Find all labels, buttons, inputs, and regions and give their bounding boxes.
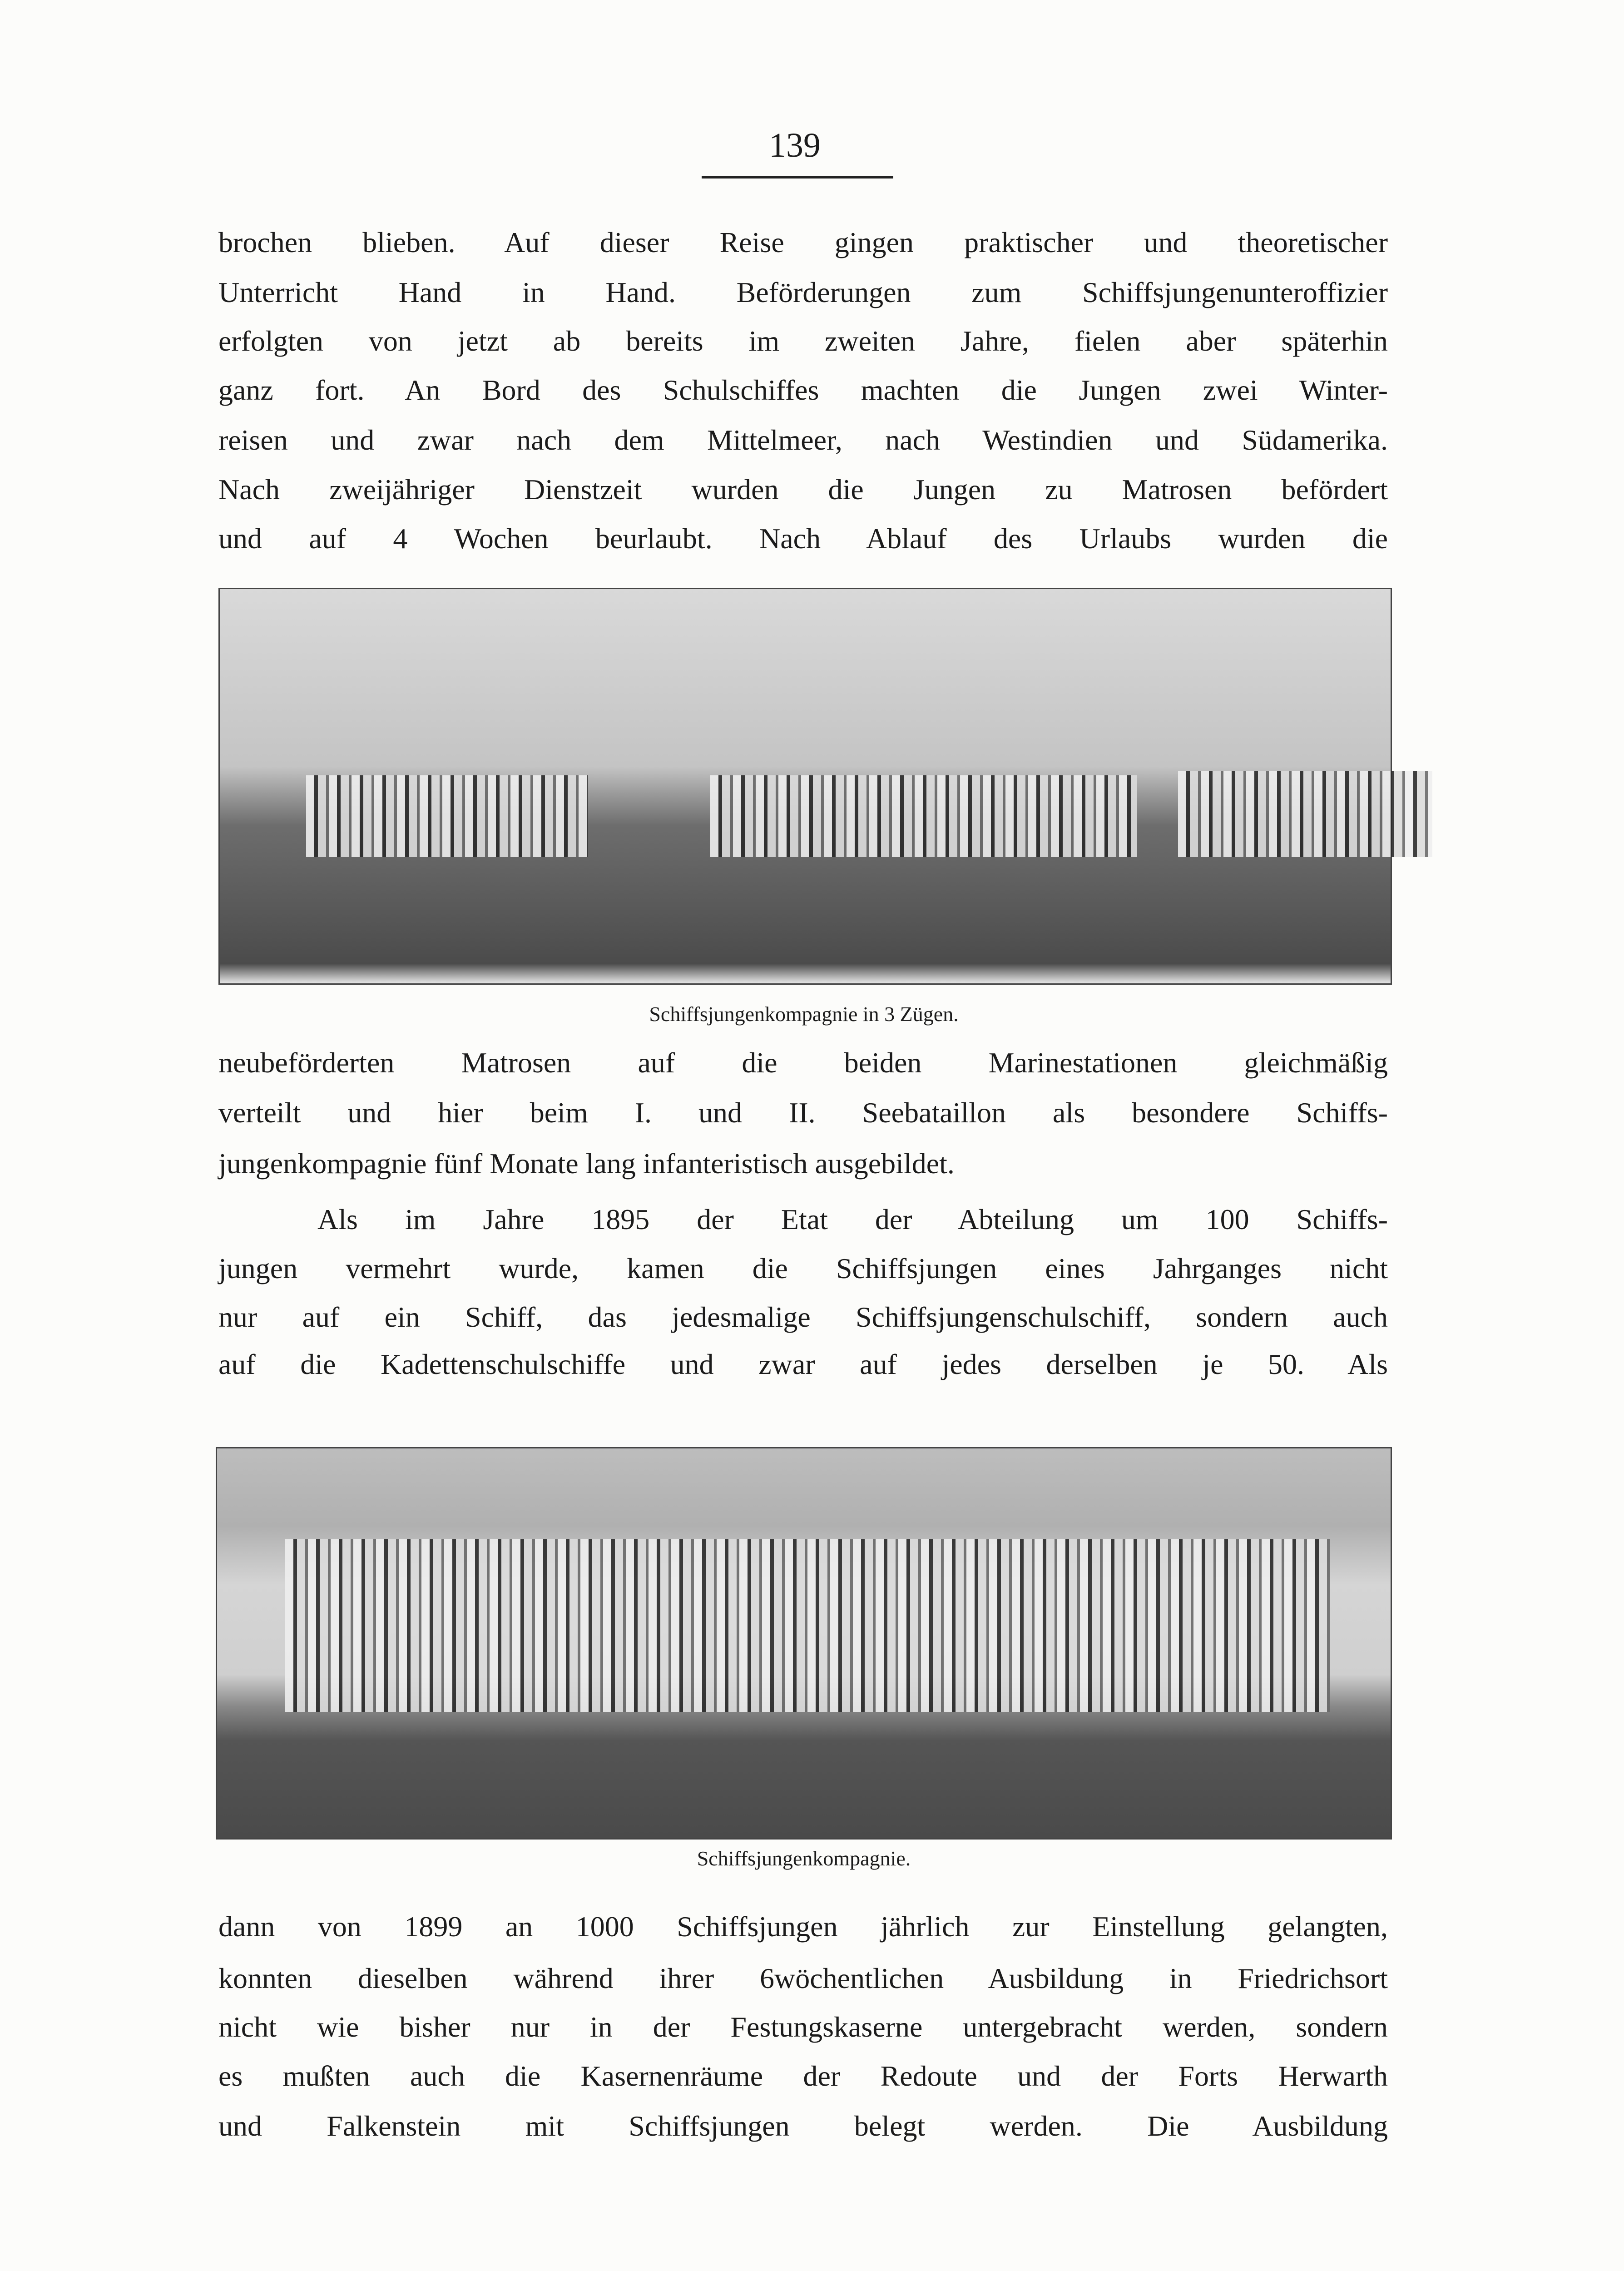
photo-company-in-three-platoons [218,588,1392,985]
text-line: konnten dieselben während ihrer 6wöchentlichen Ausbildung in Friedrichsort [218,1962,1388,1994]
text-line: reisen und zwar nach dem Mittelmeer, nach Westindien und Südamerika. [218,424,1388,456]
text-line: Nach zweijähriger Dienstzeit wurden die Jungen zu Matrosen befördert [218,473,1388,506]
text-line: auf die Kadettenschulschiffe und zwar auf jedes derselben je 50. Als [218,1348,1388,1380]
text-line: ganz fort. An Bord des Schulschiffes machten die Jungen zwei Winter- [218,374,1388,406]
text-line: und Falkenstein mit Schiffsjungen belegt werden. Die Ausbildung [218,2110,1388,2142]
text-line: nur auf ein Schiff, das jedesmalige Schiffsjungenschulschiff, sondern auch [218,1301,1388,1333]
platoon-figures [306,775,588,857]
page-number: 139 [769,126,821,164]
photo-ship-boys-company [216,1447,1392,1840]
text-line: Unterricht Hand in Hand. Beförderungen zum Schiffsjungenunteroffizier [218,276,1388,308]
text-line: jungen vermehrt wurde, kamen die Schiffsjungen eines Jahrganges nicht [218,1252,1388,1284]
text-line: und auf 4 Wochen beurlaubt. Nach Ablauf des Urlaubs wurden die [218,522,1388,555]
text-line: jungenkompagnie fünf Monate lang infanteristisch ausgebildet. [218,1147,955,1180]
text-line: Als im Jahre 1895 der Etat der Abteilung um 100 Schiffs- [317,1203,1388,1235]
page-number-rule [702,176,893,179]
text-line: neubeförderten Matrosen auf die beiden Marinestationen gleichmäßig [218,1046,1388,1079]
text-line: es mußten auch die Kasernenräume der Redoute und der Forts Herwarth [218,2060,1388,2092]
text-line: dann von 1899 an 1000 Schiffsjungen jährlich zur Einstellung gelangten, [218,1910,1388,1943]
figure-caption: Schiffsjungenkompagnie in 3 Zügen. [649,1002,959,1026]
platoon-figures [710,775,1137,857]
text-line: brochen blieben. Auf dieser Reise gingen praktischer und theoretischer [218,226,1388,258]
figure-caption: Schiffsjungenkompagnie. [697,1847,911,1870]
text-line: erfolgten von jetzt ab bereits im zweiten Jahre, fielen aber späterhin [218,325,1388,357]
text-line: verteilt und hier beim I. und II. Seebataillon als besondere Schiffs- [218,1096,1388,1129]
platoon-figures [1178,771,1432,857]
group-figures [285,1539,1330,1712]
text-line: nicht wie bisher nur in der Festungskaserne untergebracht werden, sondern [218,2011,1388,2043]
